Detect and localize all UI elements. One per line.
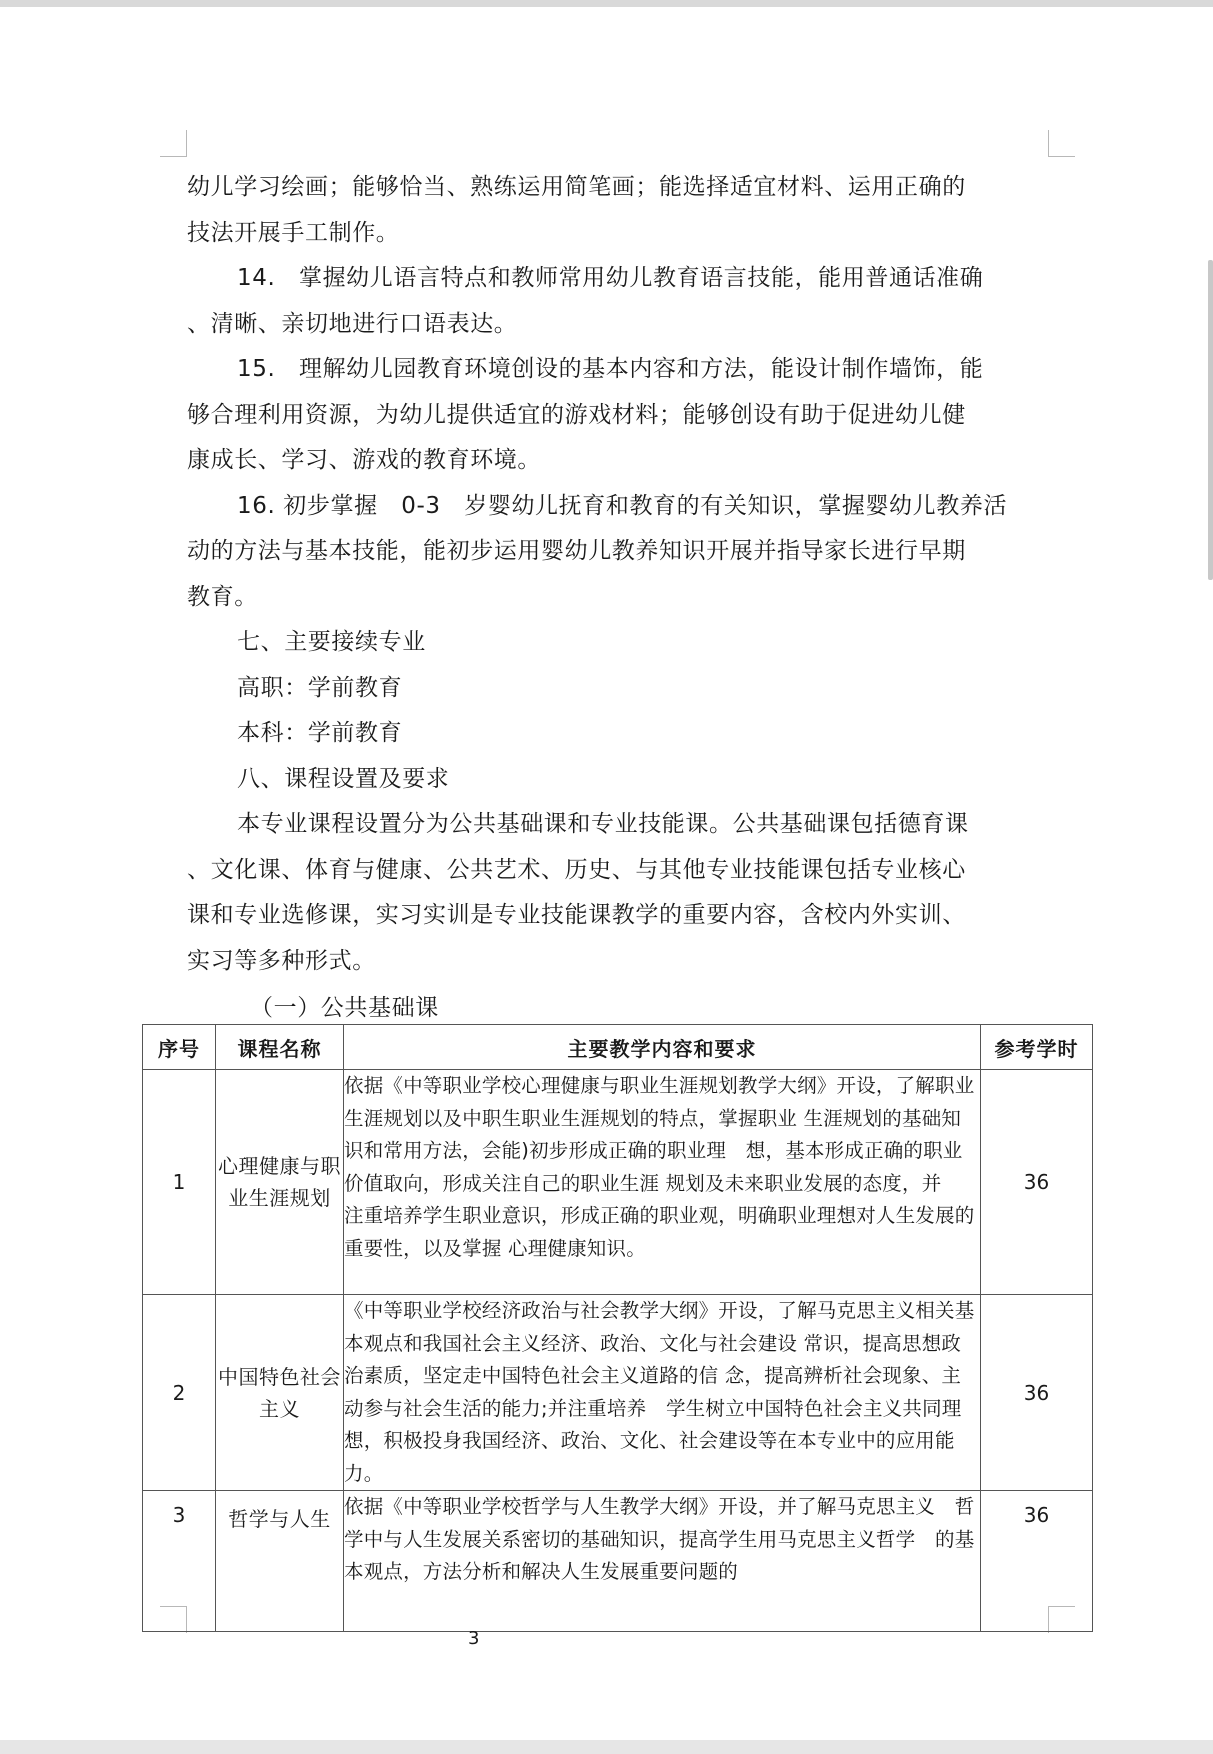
paragraph-line: 幼儿学习绘画；能够恰当、熟练运用简笔画；能选择适宜材料、运用正确的 <box>187 174 966 200</box>
viewer-bottom-bar <box>0 1740 1213 1754</box>
paragraph-line: 15. 理解幼儿园教育环境创设的基本内容和方法，能设计制作墙饰，能 <box>237 356 984 382</box>
viewer-top-bar <box>0 0 1213 7</box>
header-hours: 参考学时 <box>981 1025 1093 1070</box>
margin-corner-top-left <box>160 130 187 157</box>
paragraph-line: 14. 掌握幼儿语言特点和教师常用幼儿教育语言技能，能用普通话准确 <box>237 265 984 291</box>
paragraph-line: 康成长、学习、游戏的教育环境。 <box>187 447 541 473</box>
paragraph-line: 实习等多种形式。 <box>187 947 376 974</box>
row-hours: 36 <box>981 1070 1093 1295</box>
paragraph-line: 动的方法与基本技能，能初步运用婴幼儿教养知识开展并指导家长进行早期 <box>187 538 966 564</box>
row-num: 2 <box>143 1295 216 1491</box>
table-row <box>143 1491 1093 1632</box>
table-row <box>143 1295 1093 1491</box>
row-content: 依据《中等职业学校心理健康与职业生涯规划教学大纲》开设，了解职业生涯规划以及中职生职业生涯规划的特点，掌握职业 生涯规划的基础知识和常用方法，会能)初步形成正确的职业理 想，基本形成正确的职业价值取向，形成关注自己的职业生涯 规划及未来职业发展的态度，并 注重培养学生职业意识，形成正确的职业观，明确职业理想对人生发展的重要性，以及掌握 心理健康知识。 <box>344 1070 981 1295</box>
paragraph-line: 、清晰、亲切地进行口语表达。 <box>187 310 518 337</box>
paragraph-line: 课和专业选修课，实习实训是专业技能课教学的重要内容，含校内外实训、 <box>187 902 966 928</box>
document-body <box>187 165 1049 984</box>
paragraph-line: 16. 初步掌握 0-3 岁婴幼儿抚育和教育的有关知识，掌握婴幼儿教养活 <box>237 492 1008 519</box>
row-hours: 36 <box>981 1491 1093 1632</box>
section-subheading: （一）公共基础课 <box>250 995 439 1021</box>
paragraph-line: 本专业课程设置分为公共基础课和专业技能课。公共基础课包括德育课 <box>237 811 969 837</box>
paragraph-line: 高职：学前教育 <box>237 674 403 701</box>
page-number: 3 <box>468 1628 480 1649</box>
header-name: 课程名称 <box>216 1025 344 1070</box>
paragraph-line: 教育。 <box>187 583 258 610</box>
header-content: 主要教学内容和要求 <box>344 1025 981 1070</box>
paragraph-line: 够合理利用资源，为幼儿提供适宜的游戏材料；能够创设有助于促进幼儿健 <box>187 401 966 428</box>
paragraph-line: 技法开展手工制作。 <box>187 219 400 246</box>
row-content: 依据《中等职业学校哲学与人生教学大纲》开设，并了解马克思主义 哲学中与人生发展关系密切的基础知识，提高学生用马克思主义哲学 的基本观点，方法分析和解决人生发展重要问题的 <box>344 1491 981 1632</box>
row-course-name: 心理健康与职业生涯规划 <box>216 1070 344 1295</box>
header-num: 序号 <box>143 1025 216 1070</box>
row-hours: 36 <box>981 1295 1093 1491</box>
paragraph-line: 、文化课、体育与健康、公共艺术、历史、与其他专业技能课包括专业核心 <box>187 856 966 883</box>
course-table <box>142 1024 1093 1632</box>
table-header-row <box>143 1025 1093 1070</box>
paragraph-line: 七、主要接续专业 <box>237 629 426 655</box>
row-num: 1 <box>143 1070 216 1295</box>
row-num: 3 <box>143 1491 216 1632</box>
row-content: 《中等职业学校经济政治与社会教学大纲》开设，了解马克思主义相关基本观点和我国社会主义经济、政治、文化与社会建设 常识，提高思想政治素质，坚定走中国特色社会主义道路的信 念，提高辨析社会现象、主动参与社会生活的能力;并注重培养 学生树立中国特色社会主义共同理想，积极投身我国经济、政治、文化、社会建设等在本专业中的应用能力。 <box>344 1295 981 1491</box>
margin-corner-top-right <box>1048 130 1075 157</box>
row-course-name: 哲学与人生 <box>216 1491 344 1632</box>
row-course-name: 中国特色社会主义 <box>216 1295 344 1491</box>
table-row <box>143 1070 1093 1295</box>
paragraph-line: 本科：学前教育 <box>237 720 403 746</box>
paragraph-line: 八、课程设置及要求 <box>237 765 450 792</box>
viewer-scrollbar[interactable] <box>1208 260 1213 580</box>
